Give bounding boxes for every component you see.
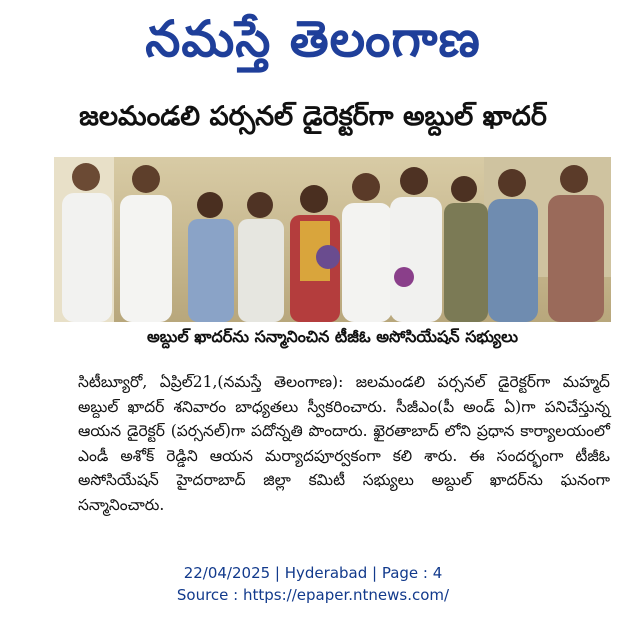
article-headline: జలమండలి పర్సనల్ డైరెక్టర్‌గా అబ్దుల్ ఖాదర్ [79, 101, 547, 132]
masthead-title: నమస్తే తెలంగాణ [145, 10, 481, 68]
masthead [0, 4, 626, 78]
group-photo-image [54, 157, 611, 322]
dateline: 22/04/2025 | Hyderabad | Page : 4 [183, 564, 443, 582]
article-body-paragraph: సిటీబ్యూరో, ఏప్రిల్21,(నమస్తే తెలంగాణ): జలమండలి పర్సనల్ డైరెక్టర్‌గా మహ్మద్ అబ్దుల్ ఖాదర్ శనివారం బాధ్యతలు స్వీకరించారు. సీజీఎం(పీ అండ్ ఏ)గా పనిచేస్తున్న ఆయన డైరెక్టర్ (పర్సనల్)గా పదోన్నతి పొందారు. ఖైరతాబాద్ లోని ప్రధాన కార్యాలయంలో ఎండీ అశోక్ రెడ్డిని ఆయన మర్యాదపూర్వకంగా కలి శారు. ఈ సందర్భంగా టీజీఓ అసోసియేషన్ హైదరాబాద్ జిల్లా కమిటీ సభ్యులు అబ్దుల్ ఖాదర్‌ను ఘనంగా సన్మానించారు. [78, 373, 610, 514]
news-photo [54, 157, 611, 322]
source-link[interactable]: Source : https://epaper.ntnews.com/ [176, 586, 450, 604]
photo-caption: అబ్దుల్ ఖాదర్‌ను సన్మానించిన టీజీఓ అసోసియేషన్ సభ్యులు [147, 327, 518, 346]
article-body [78, 370, 610, 517]
footer [0, 562, 626, 606]
